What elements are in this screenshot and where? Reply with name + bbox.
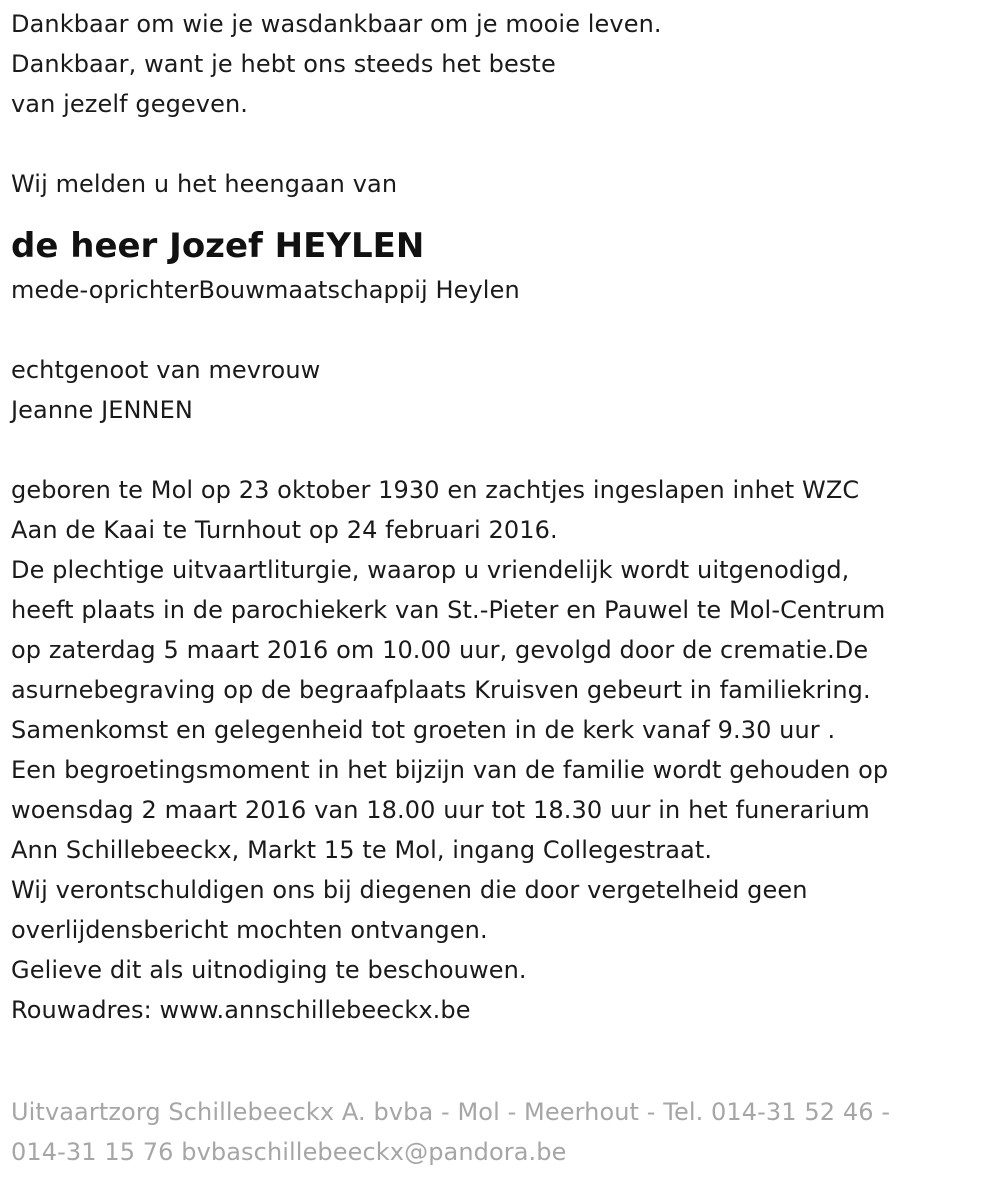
funeral-home-footer bbox=[11, 1092, 991, 1172]
announcement-text: Wij melden u het heengaan van bbox=[11, 170, 398, 198]
intro-line-3: van jezelf gegeven. bbox=[11, 90, 249, 118]
obituary-body bbox=[11, 470, 1000, 1030]
intro-verse bbox=[11, 4, 1000, 124]
body-line: Een begroetingsmoment in het bijzijn van de familie wordt gehouden op bbox=[11, 756, 889, 784]
body-line: De plechtige uitvaartliturgie, waarop u vriendelijk wordt uitgenodigd, bbox=[11, 556, 850, 584]
intro-line-2: Dankbaar, want je hebt ons steeds het beste bbox=[11, 50, 556, 78]
spouse-line-1: echtgenoot van mevrouw bbox=[11, 356, 321, 384]
footer-line-2: 014-31 15 76 bvbaschillebeeckx@pandora.be bbox=[11, 1138, 567, 1166]
spacer bbox=[11, 310, 1000, 350]
footer-line-1: Uitvaartzorg Schillebeeckx A. bvba - Mol - Meerhout - Tel. 014-31 52 46 - bbox=[11, 1098, 891, 1126]
body-line: woensdag 2 maart 2016 van 18.00 uur tot 18.30 uur in het funerarium bbox=[11, 796, 870, 824]
spouse-info bbox=[11, 350, 1000, 430]
body-line: Ann Schillebeeckx, Markt 15 te Mol, ingang Collegestraat. bbox=[11, 836, 713, 864]
body-line: Samenkomst en gelegenheid tot groeten in de kerk vanaf 9.30 uur . bbox=[11, 716, 836, 744]
spacer bbox=[11, 124, 1000, 164]
deceased-title: mede-oprichterBouwmaatschappij Heylen bbox=[11, 276, 520, 304]
deceased-name: de heer Jozef HEYLEN bbox=[11, 226, 425, 266]
body-line: op zaterdag 5 maart 2016 om 10.00 uur, gevolgd door de crematie.De bbox=[11, 636, 869, 664]
intro-line-1: Dankbaar om wie je wasdankbaar om je mooie leven. bbox=[11, 10, 662, 38]
body-line: overlijdensbericht mochten ontvangen. bbox=[11, 916, 488, 944]
body-line: Aan de Kaai te Turnhout op 24 februari 2016. bbox=[11, 516, 558, 544]
body-line: heeft plaats in de parochiekerk van St.-Pieter en Pauwel te Mol-Centrum bbox=[11, 596, 886, 624]
body-line: asurnebegraving op de begraafplaats Kruisven gebeurt in familiekring. bbox=[11, 676, 871, 704]
spouse-line-2: Jeanne JENNEN bbox=[11, 396, 193, 424]
body-line: Gelieve dit als uitnodiging te beschouwen. bbox=[11, 956, 527, 984]
body-line: geboren te Mol op 23 oktober 1930 en zachtjes ingeslapen inhet WZC bbox=[11, 476, 860, 504]
mourning-address: Rouwadres: www.annschillebeeckx.be bbox=[11, 996, 471, 1024]
body-line: Wij verontschuldigen ons bij diegenen die door vergetelheid geen bbox=[11, 876, 808, 904]
spacer bbox=[11, 430, 1000, 470]
